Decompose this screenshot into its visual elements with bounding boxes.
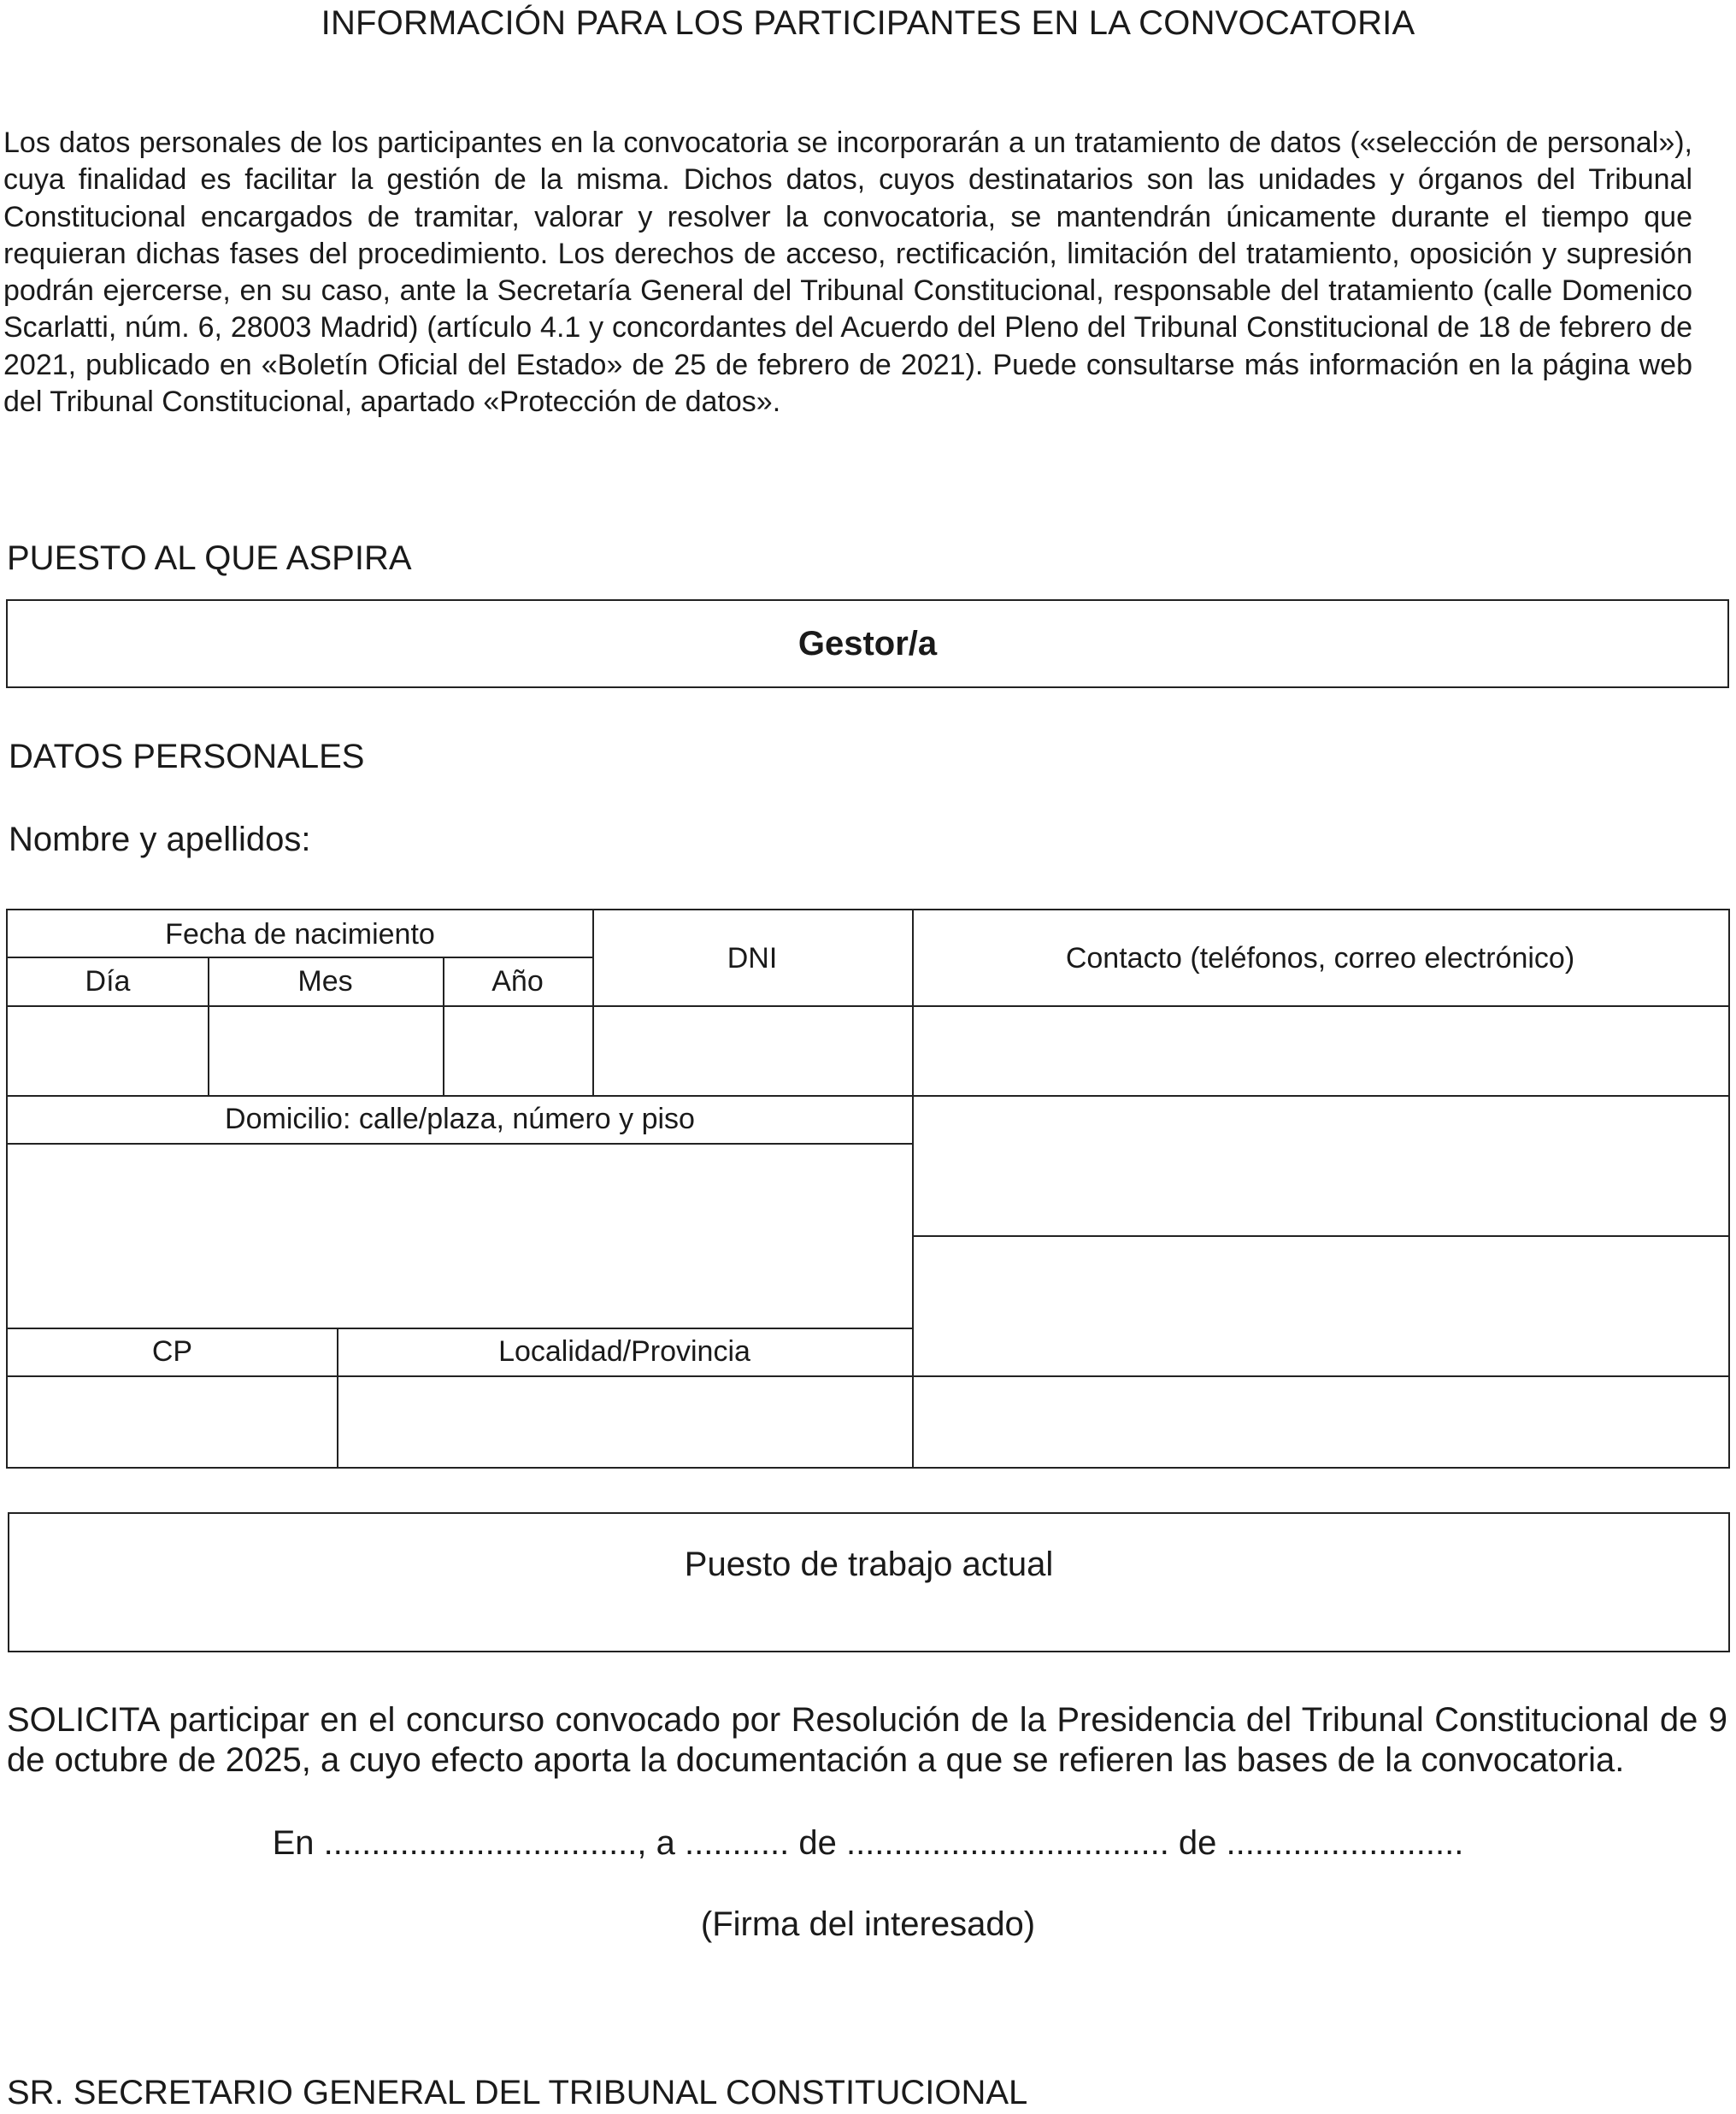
postal-code-header: CP [151,1335,193,1368]
signature-label: (Firma del interesado) [700,1905,1036,1943]
date-place-line: En ................................., a ........... de .................................. de ......................... [272,1824,1464,1862]
contact-field[interactable] [914,1007,1728,1095]
current-job-label: Puesto de trabajo actual [684,1546,1054,1583]
day-field[interactable] [8,1007,208,1095]
dni-header: DNI [727,942,778,975]
birth-date-header: Fecha de nacimiento [165,918,435,951]
position-box[interactable] [6,599,1729,688]
request-text: SOLICITA participar en el concurso convocado por Resolución de la Presidencia del Tribunal Constitucional de 9 de octubre de 2025, a cuyo efecto aporta la documentación a que se refieren las bases de la convocatoria. [7,1701,1727,1779]
personal-section-label: DATOS PERSONALES [9,738,365,775]
position-section-label: PUESTO AL QUE ASPIRA [7,539,412,577]
address-header: Domicilio: calle/plaza, número y piso [225,1103,695,1135]
postal-code-field[interactable] [8,1377,337,1467]
contact-field-3[interactable] [914,1237,1728,1375]
privacy-notice: Los datos personales de los participantes en la convocatoria se incorporarán a un tratamiento de datos («selección de personal»), cuya finalidad es facilitar la gestión de la misma. Dichos datos, cuyos destinatarios son las unidades y órganos del Tribunal Constitucional encargados de tramitar, valorar y resolver la convocatoria, se mantendrán únicamente durante el tiempo que requieran dichas fases del procedimiento. Los derechos de acceso, rectificación, limitación del tratamiento, oposición y supresión podrán ejercerse, en su caso, ante la Secretaría General del Tribunal Constitucional, responsable del tratamiento (calle Domenico Scarlatti, núm. 6, 28003 Madrid) (artículo 4.1 y concordantes del Acuerdo del Pleno del Tribunal Constitucional de 18 de febrero de 2021, publicado en «Boletín Oficial del Estado» de 25 de febrero de 2021). Puede consultarse más información en la página web del Tribunal Constitucional, apartado «Protección de datos». [3,127,1692,419]
contact-header: Contacto (teléfonos, correo electrónico) [1065,942,1575,975]
addressee: SR. SECRETARIO GENERAL DEL TRIBUNAL CONSTITUCIONAL [7,2074,1028,2111]
month-field[interactable] [209,1007,443,1095]
current-job-box[interactable] [8,1512,1730,1652]
contact-field-4[interactable] [914,1377,1728,1467]
name-label: Nombre y apellidos: [9,821,311,858]
locality-field[interactable] [338,1377,912,1467]
address-field[interactable] [8,1145,912,1328]
year-field[interactable] [444,1007,592,1095]
dni-field[interactable] [594,1007,912,1095]
year-header: Año [491,965,544,998]
position-value: Gestor/a [797,624,938,662]
month-header: Mes [297,965,353,998]
locality-header: Localidad/Provincia [498,1335,750,1368]
personal-data-table [6,909,1730,1469]
day-header: Día [85,965,131,998]
contact-field-2[interactable] [914,1097,1728,1235]
form-title: INFORMACIÓN PARA LOS PARTICIPANTES EN LA CONVOCATORIA [321,4,1415,42]
